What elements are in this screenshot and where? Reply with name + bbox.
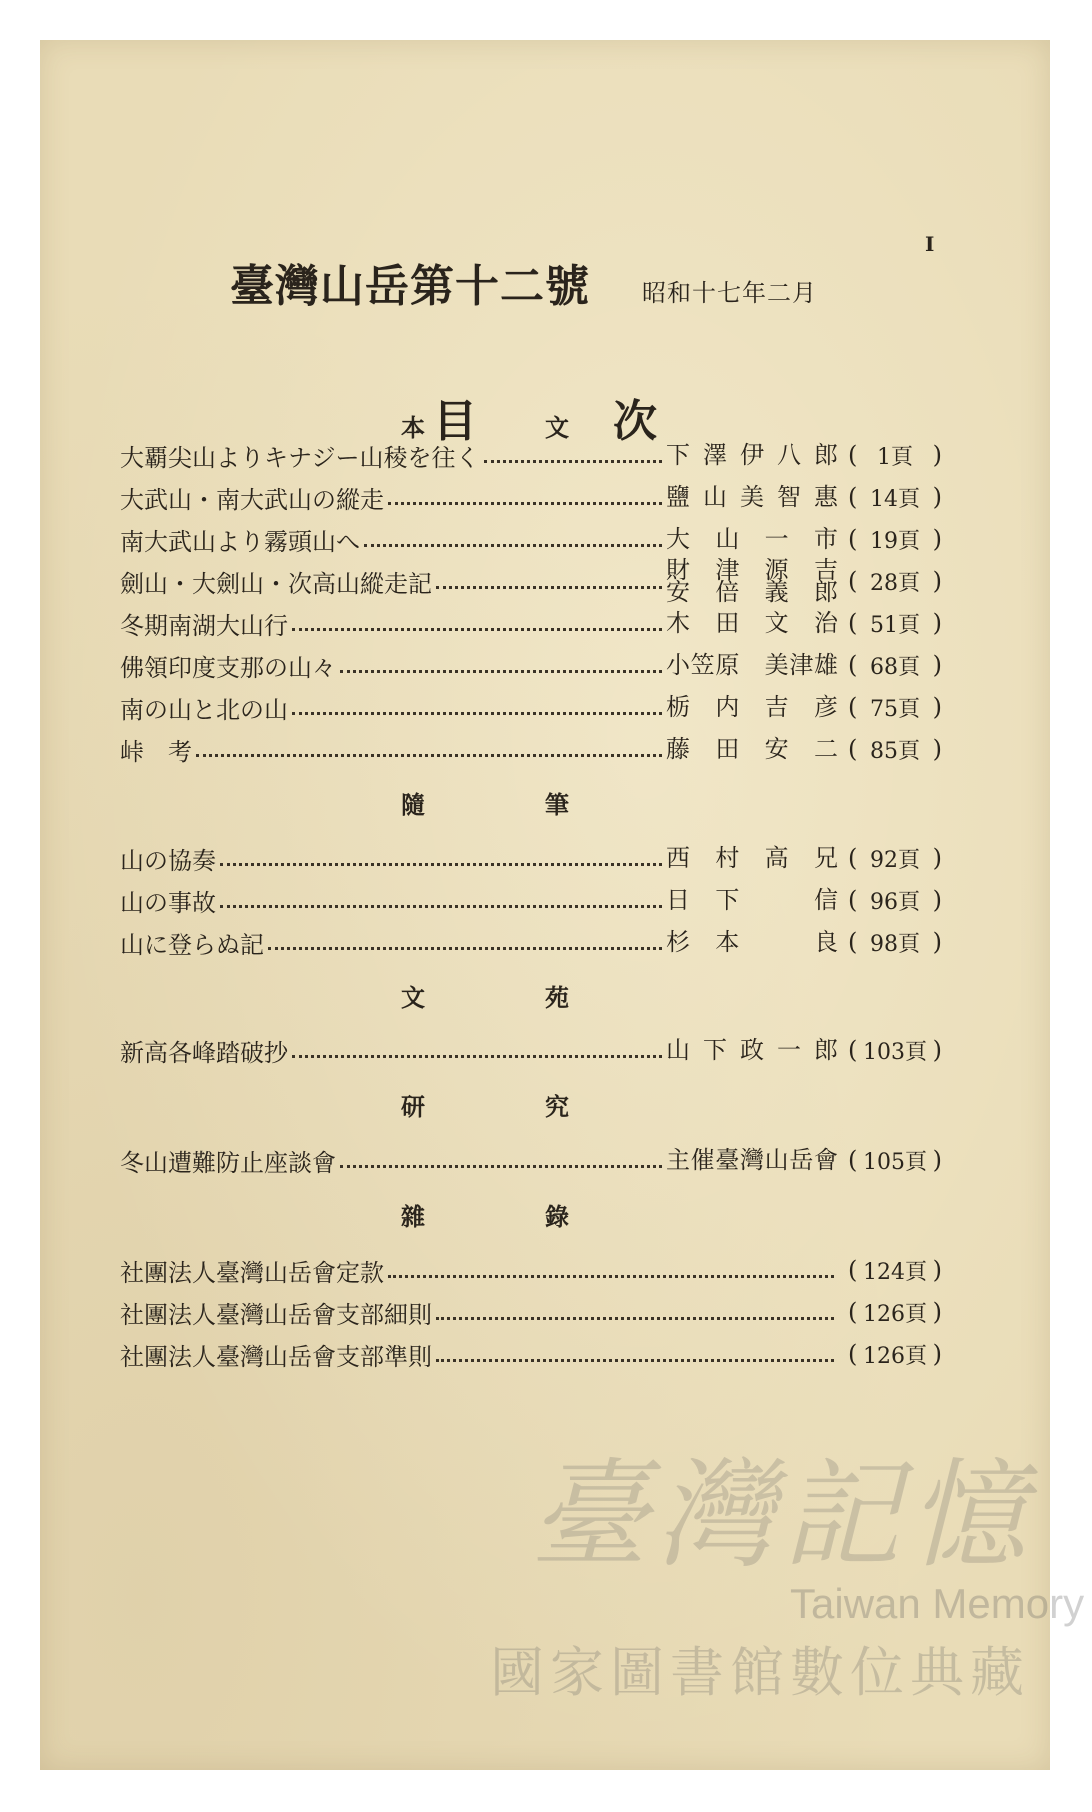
toc-heading-char: 次: [613, 396, 657, 447]
open-paren: (: [848, 844, 858, 872]
author-name: 小笠原 美津雄: [666, 651, 838, 679]
close-paren: ): [932, 1036, 942, 1064]
open-paren: (: [848, 483, 858, 511]
open-paren: (: [848, 525, 858, 553]
entry-author: [666, 651, 838, 679]
entry-title: 山の協奏: [120, 846, 216, 875]
entry-title: 大武山・南大武山の縱走: [120, 485, 384, 514]
author-name: 杉本 良: [666, 928, 838, 956]
section-heading-char: 文: [401, 984, 425, 1012]
dot-leader: [388, 1275, 834, 1278]
entry-page: [838, 524, 942, 555]
section-heading-char: 雜: [401, 1203, 425, 1231]
close-paren: ): [932, 735, 942, 763]
page-ref: 126頁: [863, 1343, 927, 1369]
section-heading: [0, 978, 990, 1013]
open-paren: (: [848, 1298, 858, 1326]
toc-entry: [120, 687, 942, 727]
author-name: 藤田安二: [666, 735, 838, 763]
entry-page: [838, 1297, 942, 1328]
close-paren: ): [932, 441, 942, 469]
entry-page: [838, 440, 942, 471]
toc-entry: [120, 477, 942, 517]
entry-author: [666, 1036, 838, 1064]
close-paren: ): [932, 693, 942, 721]
author-name: 栃内吉彦: [666, 693, 838, 721]
open-paren: (: [848, 928, 858, 956]
entry-author: [666, 844, 838, 872]
page-ref: 85頁: [870, 738, 920, 764]
toc-entry: [120, 880, 942, 920]
title-row: [230, 250, 817, 314]
close-paren: ): [932, 483, 942, 511]
entry-author: [666, 525, 838, 553]
open-paren: (: [848, 609, 858, 637]
dot-leader: [220, 905, 662, 908]
section-heading-char: 筆: [545, 791, 569, 819]
close-paren: ): [932, 651, 942, 679]
section-heading-char: 苑: [545, 984, 569, 1012]
entry-title: 峠 考: [120, 737, 192, 766]
toc-entry: [120, 1140, 942, 1180]
issue-date: 昭和十七年二月: [642, 279, 817, 307]
dot-leader: [340, 1165, 662, 1168]
toc-entry: [120, 729, 942, 769]
toc-entry: [120, 1334, 942, 1374]
toc-entry: [120, 603, 942, 643]
entry-page: [838, 482, 942, 513]
entry-author: [666, 693, 838, 721]
open-paren: (: [848, 886, 858, 914]
entry-page: [838, 927, 942, 958]
close-paren: ): [932, 1298, 942, 1326]
toc-entry: [120, 1030, 942, 1070]
dot-leader: [436, 586, 662, 589]
section-heading-char: 究: [545, 1093, 569, 1121]
section-heading-char: 錄: [545, 1203, 569, 1231]
page-ref: 28頁: [870, 570, 920, 596]
toc-entry: [120, 519, 942, 559]
page-ref: 124頁: [863, 1259, 927, 1285]
toc-entry: [120, 838, 942, 878]
author-name: 主催臺灣山岳會: [666, 1146, 838, 1174]
entry-author: [666, 609, 838, 637]
entry-author: [666, 556, 838, 606]
entry-title: 南の山と北の山: [120, 695, 288, 724]
entry-page: [838, 843, 942, 874]
toc-entry: [120, 556, 942, 606]
open-paren: (: [848, 1340, 858, 1368]
dot-leader: [436, 1317, 834, 1320]
page-ref: 105頁: [863, 1149, 927, 1175]
dot-leader: [340, 670, 662, 673]
page-paper: [40, 40, 1085, 1770]
page-ref: 68頁: [870, 654, 920, 680]
entry-title: 冬期南湖大山行: [120, 611, 288, 640]
section-heading-char: 本: [401, 414, 425, 442]
entry-page: [838, 1035, 942, 1066]
dot-leader: [268, 947, 662, 950]
entry-author: [666, 928, 838, 956]
entry-page: [838, 885, 942, 916]
section-heading-char: 研: [401, 1093, 425, 1121]
page-ref: 19頁: [870, 528, 920, 554]
toc-entry: [120, 435, 942, 475]
dot-leader: [292, 628, 662, 631]
open-paren: (: [848, 651, 858, 679]
toc-entry: [120, 922, 942, 962]
close-paren: ): [932, 886, 942, 914]
entry-page: [838, 734, 942, 765]
page-ref: 103頁: [863, 1039, 927, 1065]
dot-leader: [364, 544, 662, 547]
close-paren: ): [932, 609, 942, 637]
open-paren: (: [848, 1146, 858, 1174]
author-name: 財津源吉: [666, 556, 838, 584]
entry-title: 大覇尖山よりキナジー山稜を往く: [120, 443, 480, 472]
page-number: I: [925, 232, 935, 256]
entry-title: 佛領印度支那の山々: [120, 653, 336, 682]
open-paren: (: [848, 441, 858, 469]
entry-title: 社團法人臺灣山岳會支部準則: [120, 1342, 432, 1371]
page-ref: 51頁: [870, 612, 920, 638]
entry-author: [666, 483, 838, 511]
open-paren: (: [848, 1036, 858, 1064]
toc-heading-char: 目: [433, 396, 477, 447]
dot-leader: [436, 1359, 834, 1362]
watermark: [490, 1420, 1090, 1720]
open-paren: (: [848, 693, 858, 721]
entry-page: [838, 608, 942, 639]
author-name: 鹽山美智惠: [666, 483, 838, 511]
section-heading-char: 文: [545, 414, 569, 442]
page-ref: 14頁: [870, 486, 920, 512]
entry-title: 山の事故: [120, 888, 216, 917]
dot-leader: [292, 712, 662, 715]
entry-page: [838, 650, 942, 681]
entry-author: [666, 1146, 838, 1174]
watermark-english-text: Taiwan Memory: [790, 1580, 1085, 1627]
author-name: 大山一市: [666, 525, 838, 553]
dot-leader: [292, 1055, 662, 1058]
entry-title: 劍山・大劍山・次高山縱走記: [120, 569, 432, 598]
watermark-subtitle-text: 國家圖書館數位典藏: [490, 1641, 1030, 1704]
page-ref: 98頁: [870, 931, 920, 957]
toc-entry: [120, 1250, 942, 1290]
toc-entry: [120, 645, 942, 685]
entry-author: [666, 441, 838, 469]
open-paren: (: [848, 567, 858, 595]
entry-title: 新高各峰踏破抄: [120, 1038, 288, 1067]
author-name: 西村高兄: [666, 844, 838, 872]
magazine-title: 臺灣山岳第十二號: [230, 261, 590, 312]
open-paren: (: [848, 735, 858, 763]
close-paren: ): [932, 1146, 942, 1174]
entry-page: [838, 1145, 942, 1176]
close-paren: ): [932, 567, 942, 595]
close-paren: ): [932, 1256, 942, 1284]
entry-page: [838, 1255, 942, 1286]
entry-title: 冬山遭難防止座談會: [120, 1148, 336, 1177]
author-name: 木田文治: [666, 609, 838, 637]
page-ref: 126頁: [863, 1301, 927, 1327]
page-ref: 96頁: [870, 889, 920, 915]
page-ref: 92頁: [870, 847, 920, 873]
entry-title: 山に登らぬ記: [120, 930, 264, 959]
author-name: 日下 信: [666, 886, 838, 914]
section-heading: [0, 785, 990, 820]
entry-page: [838, 692, 942, 723]
entry-author: [666, 886, 838, 914]
author-name: 山下政一郎: [666, 1036, 838, 1064]
dot-leader: [196, 754, 662, 757]
close-paren: ): [932, 525, 942, 553]
close-paren: ): [932, 1340, 942, 1368]
page-ref: 1頁: [877, 444, 913, 470]
dot-leader: [388, 502, 662, 505]
dot-leader: [220, 863, 662, 866]
entry-title: 社團法人臺灣山岳會支部細則: [120, 1300, 432, 1329]
author-name: 安倍義郎: [666, 578, 838, 606]
close-paren: ): [932, 928, 942, 956]
section-heading: [0, 1087, 990, 1122]
section-heading-char: 隨: [401, 791, 425, 819]
entry-author: [666, 735, 838, 763]
watermark-script-text: 臺灣記憶: [530, 1446, 1035, 1584]
author-name: 下澤伊八郎: [666, 441, 838, 469]
entry-title: 南大武山より霧頭山へ: [120, 527, 360, 556]
close-paren: ): [932, 844, 942, 872]
entry-title: 社團法人臺灣山岳會定款: [120, 1258, 384, 1287]
open-paren: (: [848, 1256, 858, 1284]
dot-leader: [484, 460, 662, 463]
entry-page: [838, 566, 942, 597]
entry-page: [838, 1339, 942, 1370]
page-ref: 75頁: [870, 696, 920, 722]
section-heading: [0, 1197, 990, 1232]
toc-entry: [120, 1292, 942, 1332]
